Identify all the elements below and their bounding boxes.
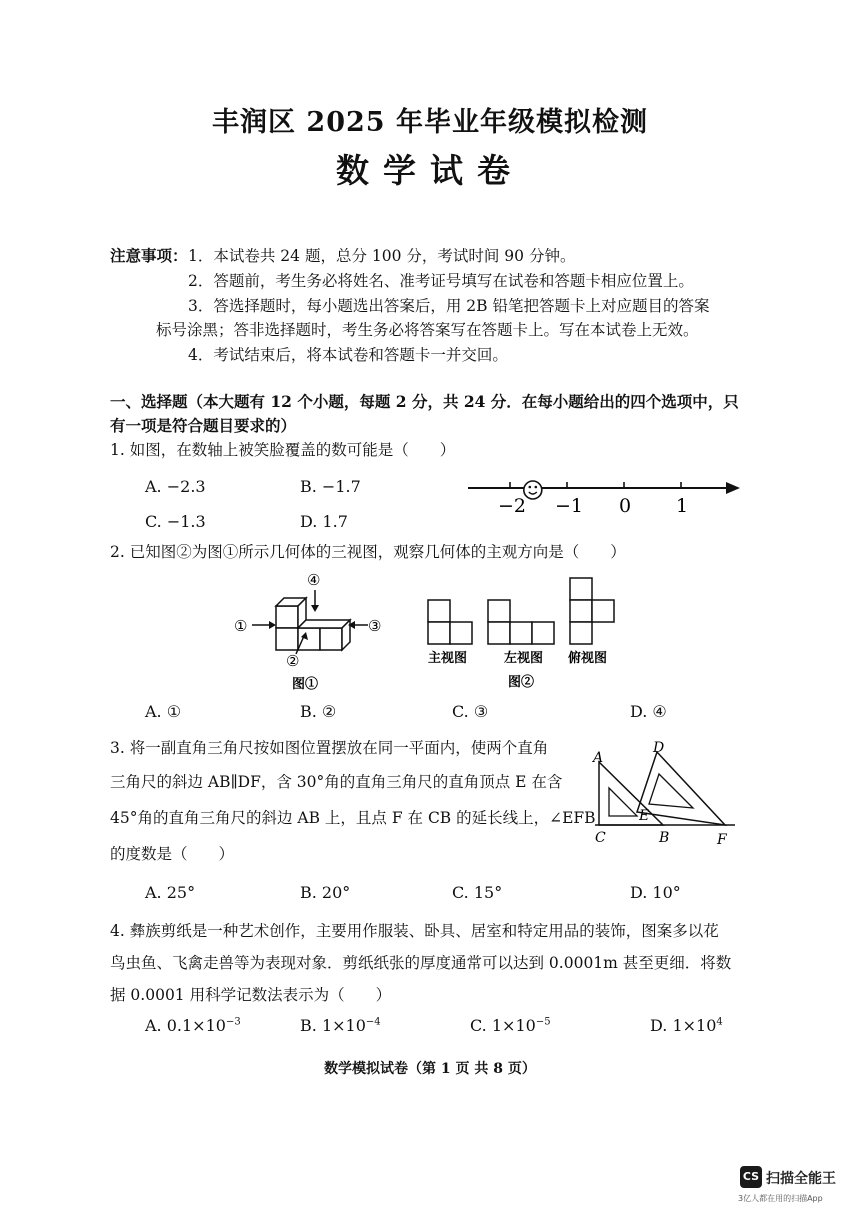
camscanner-logo-icon: CS bbox=[740, 1166, 762, 1188]
q3-option-c: C. 15° bbox=[452, 883, 503, 902]
q1-stem: 1. 如图，在数轴上被笑脸覆盖的数可能是（ ） bbox=[110, 441, 456, 459]
note-item: 4．考试结束后，将本试卷和答题卡一并交回。 bbox=[188, 346, 508, 364]
section-heading: 一、选择题（本大题有 12 个小题，每题 2 分，共 24 分．在每小题给出的四个选项中，只 bbox=[110, 392, 739, 411]
q3-line: 45°角的直角三角尺的斜边 AB 上，且点 F 在 CB 的延长线上，∠EFB bbox=[110, 809, 596, 827]
q2-option-c: C. ③ bbox=[452, 702, 489, 721]
fig1-caption: 图① bbox=[292, 677, 319, 692]
q1-option-d: D. 1.7 bbox=[300, 512, 348, 531]
point-b-label: B bbox=[659, 830, 670, 846]
q2-option-d: D. ④ bbox=[630, 702, 667, 721]
q2-solid-figure bbox=[230, 568, 390, 693]
q4-option-c: C. $1\times 10^{-5}$ bbox=[470, 1016, 551, 1035]
top-view-label: 俯视图 bbox=[568, 651, 608, 666]
note-item: 1．本试卷共 24 题，总分 100 分，考试时间 90 分钟。 bbox=[188, 247, 576, 265]
smiley-icon bbox=[524, 481, 542, 499]
arrow-2-label: ② bbox=[286, 652, 300, 670]
q3-option-d: D. 10° bbox=[630, 883, 681, 902]
left-view-label: 左视图 bbox=[504, 651, 544, 666]
q3-line: 3. 将一副直角三角尺按如图位置摆放在同一平面内，使两个直角 bbox=[110, 739, 549, 757]
q4-line: 据 0.0001 用科学记数法表示为（ ） bbox=[110, 986, 392, 1004]
front-view-label: 主视图 bbox=[428, 651, 468, 666]
note-item: 3．答选择题时，每小题选出答案后，用 2B 铅笔把答题卡上对应题目的答案 bbox=[188, 297, 710, 315]
q3-triangles-figure bbox=[585, 740, 745, 850]
number-line-arrowhead bbox=[726, 482, 740, 494]
q2-stem: 2. 已知图②为图①所示几何体的三视图，观察几何体的主观方向是（ ） bbox=[110, 543, 626, 561]
number-line-label: 0 bbox=[619, 495, 632, 517]
q2-option-a: A. ① bbox=[145, 702, 182, 721]
exam-subtitle: 数学试卷 bbox=[336, 151, 524, 190]
number-line-label: −1 bbox=[555, 495, 584, 517]
q2-option-b: B. ② bbox=[300, 702, 337, 721]
q3-option-b: B. 20° bbox=[300, 883, 351, 902]
q1-option-b: B. −1.7 bbox=[300, 477, 361, 496]
fig2-caption: 图② bbox=[508, 675, 535, 690]
point-a-label: A bbox=[593, 750, 604, 766]
q4-line: 4. 彝族剪纸是一种艺术创作，主要用作服装、卧具、居室和特定用品的装饰，图案多以花 bbox=[110, 922, 719, 940]
section-heading: 有一项是符合题目要求的） bbox=[110, 416, 297, 435]
camscanner-name: 扫描全能王 bbox=[766, 1171, 836, 1187]
point-f-label: F bbox=[717, 832, 727, 848]
q4-option-d: D. $1\times 10^4$ bbox=[650, 1016, 723, 1035]
page-footer: 数学模拟试卷（第 1 页 共 8 页） bbox=[324, 1061, 536, 1077]
q1-option-a: A. −2.3 bbox=[145, 477, 206, 496]
point-e-label: E bbox=[639, 808, 650, 824]
note-item: 2．答题前，考生务必将姓名、准考证号填写在试卷和答题卡相应位置上。 bbox=[188, 272, 694, 290]
camscanner-tagline: 3亿人都在用的扫描App bbox=[738, 1194, 823, 1203]
arrow-3-label: ③ bbox=[368, 617, 382, 635]
q4-line: 鸟虫鱼、飞禽走兽等为表现对象．剪纸纸张的厚度通常可以达到 0.0001m 甚至更细．将数 bbox=[110, 954, 732, 972]
arrow-1-label: ① bbox=[234, 617, 248, 635]
notes-label: 注意事项： bbox=[110, 246, 188, 265]
exam-title: 丰润区 2025 年毕业年级模拟检测 bbox=[212, 107, 648, 138]
q3-line: 的度数是（ ） bbox=[110, 845, 235, 863]
number-line-label: 1 bbox=[676, 495, 689, 517]
q3-line: 三角尺的斜边 AB∥DF，含 30°角的直角三角尺的直角顶点 E 在含 bbox=[110, 773, 563, 791]
note-item: 标号涂黑；答非选择题时，考生务必将答案写在答题卡上。写在本试卷上无效。 bbox=[156, 321, 699, 339]
q2-three-views bbox=[420, 570, 630, 690]
q1-option-c: C. −1.3 bbox=[145, 512, 206, 531]
q4-option-b: B. $1\times 10^{-4}$ bbox=[300, 1016, 381, 1035]
number-line-label: −2 bbox=[498, 495, 527, 517]
arrow-4-label: ④ bbox=[307, 571, 321, 589]
q3-option-a: A. 25° bbox=[145, 883, 196, 902]
point-c-label: C bbox=[595, 830, 606, 846]
point-d-label: D bbox=[653, 740, 665, 756]
number-line-figure bbox=[460, 470, 750, 520]
q4-option-a: A. $0.1\times 10^{-3}$ bbox=[145, 1016, 241, 1035]
